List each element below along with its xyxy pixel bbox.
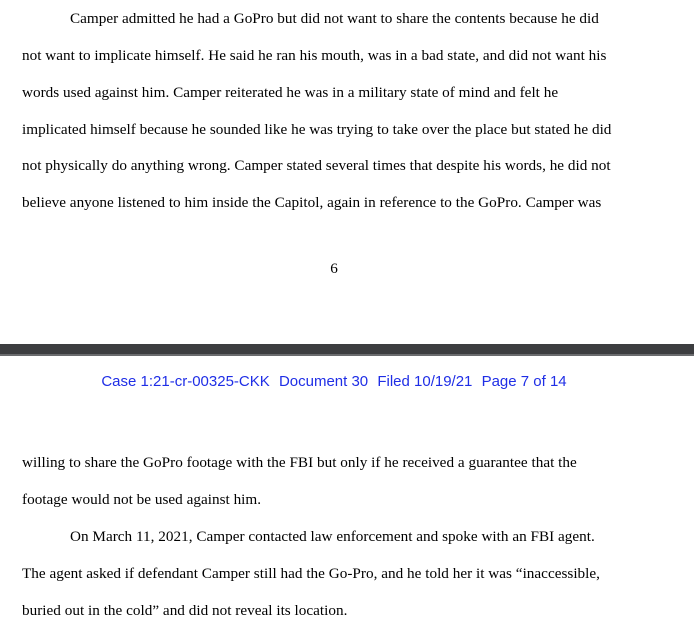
page-indicator: Page 7 of 14 [481, 373, 567, 390]
page-divider-edge [0, 354, 694, 356]
case-number: Case 1:21-cr-00325-CKK [101, 373, 270, 390]
filed-date: Filed 10/19/21 [377, 373, 473, 390]
page-divider [0, 344, 694, 356]
body-text-line: willing to share the GoPro footage with the FBI but only if he received a guarantee that the [22, 454, 577, 471]
body-text-line: words used against him. Camper reiterated he was in a military state of mind and felt he [22, 84, 559, 101]
body-text-line: The agent asked if defendant Camper still had the Go-Pro, and he told her it was “inaccessible, [22, 565, 600, 582]
body-text-line: footage would not be used against him. [22, 491, 262, 508]
body-text-line: buried out in the cold” and did not reveal its location. [22, 602, 348, 619]
body-text-line: On March 11, 2021, Camper contacted law enforcement and spoke with an FBI agent. [70, 528, 595, 545]
page-number: 6 [330, 260, 338, 277]
body-text-line: believe anyone listened to him inside the Capitol, again in reference to the GoPro. Camper was [22, 194, 602, 211]
body-text-line: Camper admitted he had a GoPro but did not want to share the contents because he did [70, 10, 599, 27]
case-header [0, 373, 668, 391]
document-number: Document 30 [278, 373, 369, 390]
body-text-line: not physically do anything wrong. Camper stated several times that despite his words, he did not [22, 157, 611, 174]
body-text-line: not want to implicate himself. He said he ran his mouth, was in a bad state, and did not want his [22, 47, 607, 64]
body-text-line: implicated himself because he sounded like he was trying to take over the place but stated he did [22, 121, 612, 138]
